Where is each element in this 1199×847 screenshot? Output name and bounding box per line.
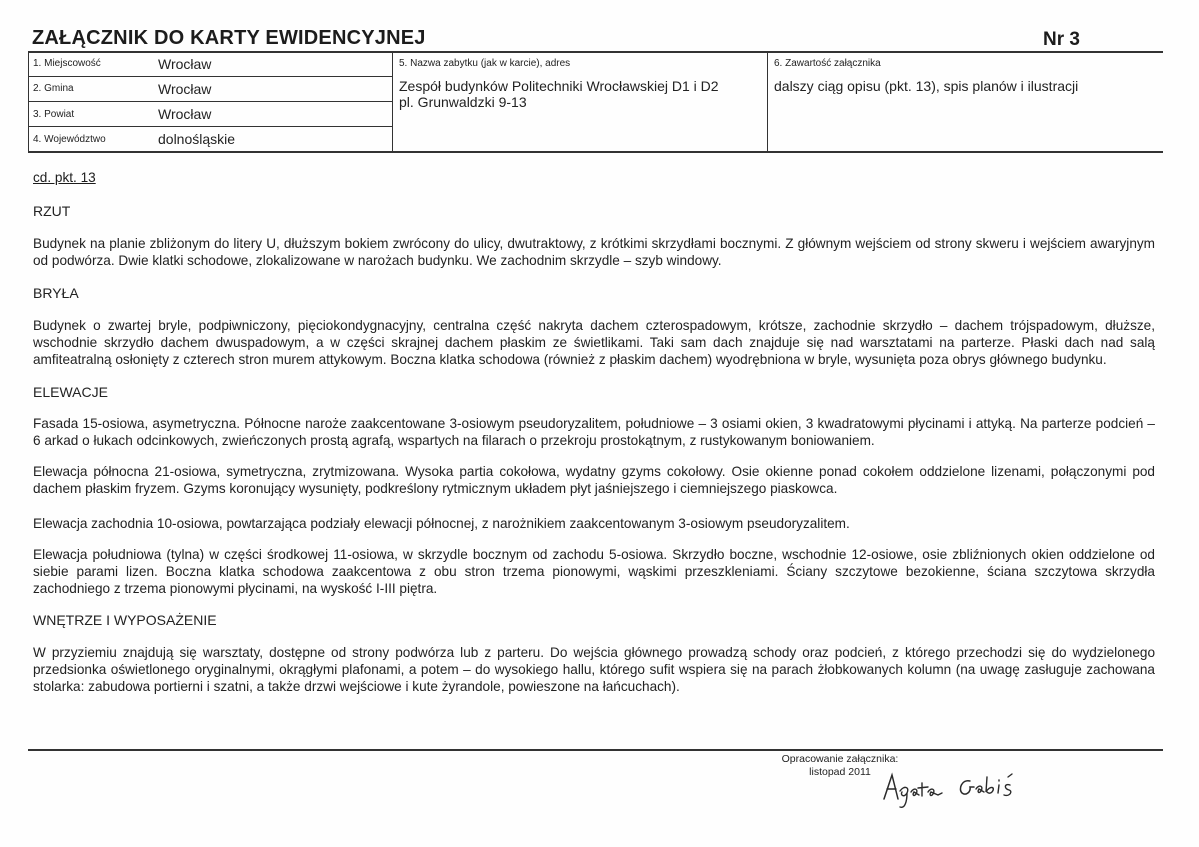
nazwa-label: 5. Nazwa zabytku (jak w karcie), adres [399, 58, 571, 69]
rzut-paragraph: Budynek na planie zbliżonym do litery U, dłuższym bokiem zwrócony do ulicy, dwutraktowy, z krótkimi skrzydłami bocznymi. Z głównym wejściem od strony skweru i wejściem awaryjnym od podwórza. Dwie klatki schodowe, zlokalizowane w narożach budynku. We zachodnim skrzydle – szyb windowy. [33, 236, 1155, 269]
gmina-value: Wrocław [158, 81, 212, 97]
row-divider-3 [28, 126, 392, 127]
document-title: ZAŁĄCZNIK DO KARTY EWIDENCYJNEJ [32, 27, 426, 49]
bryla-paragraph: Budynek o zwartej bryle, podpiwniczony, pięciokondygnacyjny, centralna część nakryta dachem czterospadowym, krótsze, zachodnie skrzydło – dachem trójspadowym, dłuższe, wschodnie skrzydło dachem dwuspadowym, a w części skrajnej dachem płaskim ze świetlikami. Taki sam dach znajduje się nad warsztatami na parterze. Płaski dach nad salą amfiteatralną osłonięty z czterech stron murem attykowym. Boczna klatka schodowa (również z płaskim dachem) wyodrębniona w bryle, wysunięta poza obrys głównego budynku. [33, 318, 1155, 368]
zawartosc-value: dalszy ciąg opisu (pkt. 13), spis planów i ilustracji [774, 78, 1079, 94]
bryla-heading: BRYŁA [33, 285, 79, 301]
row-divider-1 [28, 76, 392, 77]
prepared-label: Opracowanie załącznika: [781, 753, 899, 765]
wnetrze-heading: WNĘTRZE I WYPOSAŻENIE [33, 612, 217, 628]
footer-rule [28, 749, 1163, 751]
zawartosc-label: 6. Zawartość załącznika [774, 58, 881, 69]
header-rule-top [28, 51, 1163, 53]
nazwa-line1: Zespół budynków Politechniki Wrocławskiej D1 i D2 [399, 78, 719, 94]
elewacje-paragraph-1: Fasada 15-osiowa, asymetryczna. Północne naroże zaakcentowane 3-osiowym pseudoryzalitem, południowe – 3 osiami okien, 3 kwadratowymi płycinami i attyką. Na parterze podcień – 6 arkad o łukach odcinkowych, zwieńczonych prostą agrafą, wspartych na filarach o przekroju prostokątnym, z rustykowanym boniowaniem. [33, 416, 1155, 449]
continuation-label: cd. pkt. 13 [33, 170, 96, 185]
wojewodztwo-value: dolnośląskie [158, 131, 236, 147]
miejscowosc-label: 1. Miejscowość [33, 58, 101, 69]
handwritten-signature [878, 765, 1048, 815]
miejscowosc-value: Wrocław [158, 56, 212, 72]
powiat-label: 3. Powiat [33, 109, 75, 120]
rzut-heading: RZUT [33, 203, 71, 219]
nazwa-line2: pl. Grunwaldzki 9-13 [399, 94, 527, 110]
gmina-label: 2. Gmina [33, 83, 74, 94]
wnetrze-paragraph: W przyziemiu znajdują się warsztaty, dostępne od strony podwórza lub z parteru. Do wejścia głównego prowadzą schody oraz podcień, z którego przechodzi się do wydzielonego przedsionka oświetlonego oryginalnymi, okrągłymi plafonami, a potem – do wysokiego hallu, którego sufit wspiera się na parach żłobkowanych kolumn (na uwagę zasługuje zachowana stolarka: zabudowa portierni i szatni, a także drzwi wejściowe i kute żyrandole, powieszone na łańcuchach). [33, 645, 1155, 695]
form-divider-1 [392, 51, 393, 152]
elewacje-paragraph-2: Elewacja północna 21-osiowa, symetryczna, zrytmizowana. Wysoka partia cokołowa, wydatny gzyms cokołowy. Osie okienne ponad cokołem oddzielone lizenami, połączonymi pod dachem płaskim fryzem. Gzyms koronujący wysunięty, podkreślony rytmicznym układem płyt jaśniejszego i ciemniejszego piaskowca. [33, 464, 1155, 497]
elewacje-paragraph-4: Elewacja południowa (tylna) w części środkowej 11-osiowa, w skrzydle bocznym od zachodu 5-osiowa. Skrzydło boczne, wschodnie 12-osiowe, osie zbliźnionych okien oddzielone od siebie parami lizen. Boczna klatka schodowa zaakcentowa z obu stron trzema pionowymi, wąskimi przeszkleniami. Ściany szczytowe bezokienne, ściana szczytowa skrzydła zachodniego z trzema pionowymi płycinami, na wyskość I-III piętra. [33, 547, 1155, 597]
attachment-number: Nr 3 [1043, 29, 1080, 50]
powiat-value: Wrocław [158, 106, 212, 122]
header-rule-bottom [28, 151, 1163, 153]
row-divider-2 [28, 101, 392, 102]
elewacje-paragraph-3: Elewacja zachodnia 10-osiowa, powtarzająca podziały elewacji północnej, z narożnikiem zaakcentowanym 3-osiowym pseudoryzalitem. [33, 516, 850, 531]
prepared-date: listopad 2011 [809, 766, 871, 778]
wojewodztwo-label: 4. Województwo [33, 134, 106, 145]
form-divider-2 [767, 51, 768, 152]
elewacje-heading: ELEWACJE [33, 384, 108, 400]
